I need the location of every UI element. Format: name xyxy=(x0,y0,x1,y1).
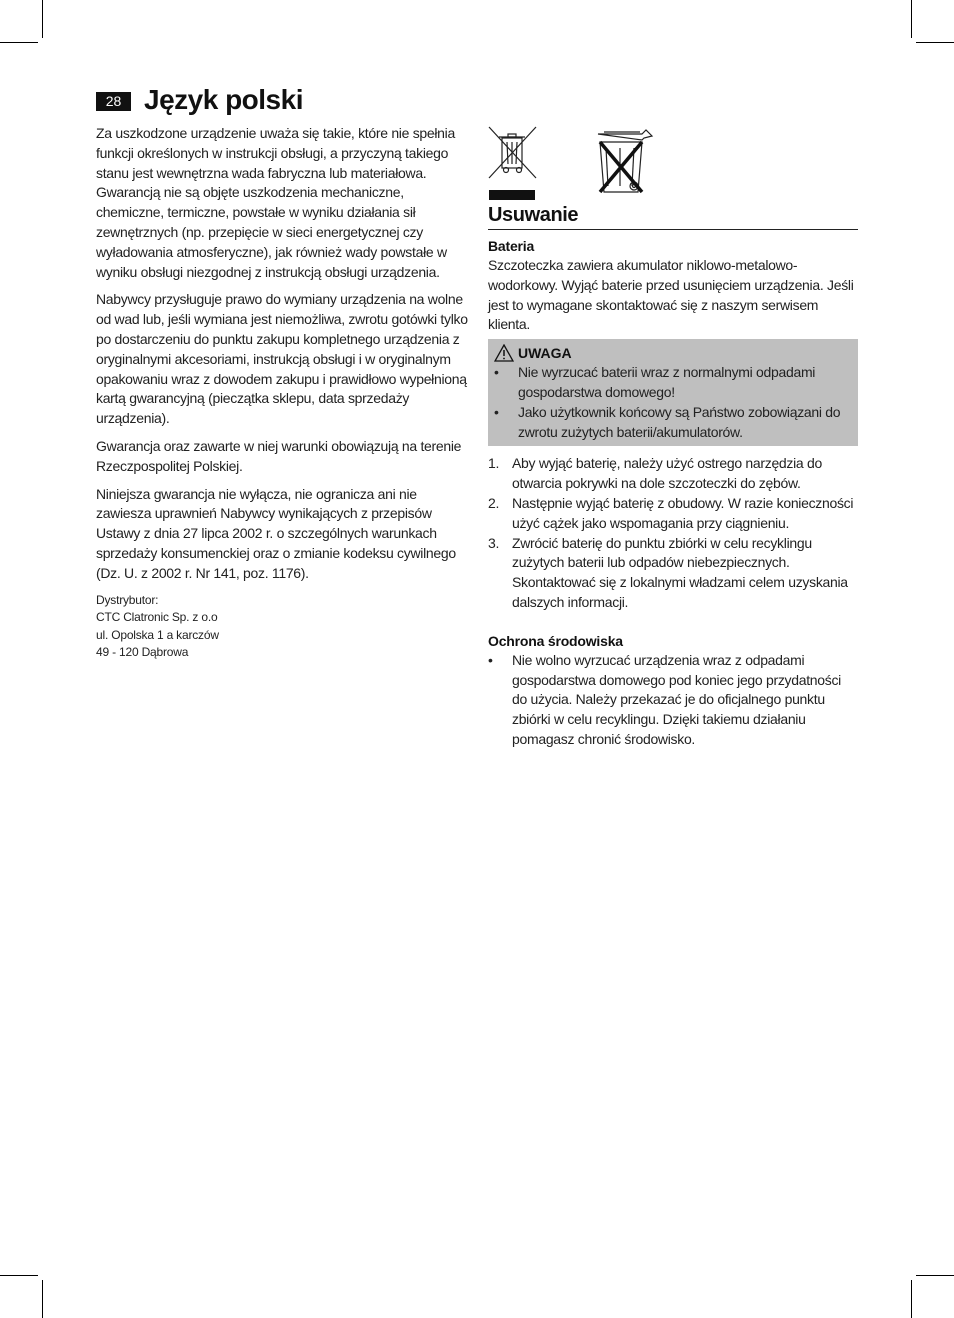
distributor-street: ul. Opolska 1 a karczów xyxy=(96,627,219,642)
crossed-bin-with-bar-icon xyxy=(488,126,538,202)
crop-mark xyxy=(0,1275,38,1276)
crop-mark xyxy=(916,42,954,43)
warning-box xyxy=(488,339,858,446)
crop-mark xyxy=(911,1280,912,1318)
battery-text: Szczoteczka zawiera akumulator niklowo-metalowo-wodorkowy. Wyjąć baterie przed usunięciem urządzenia. Jeśli jest to wymagane skontaktować się z naszym serwisem klienta. xyxy=(488,257,854,333)
crop-mark xyxy=(42,1280,43,1318)
warning-label: UWAGA xyxy=(518,345,572,362)
section-title-disposal: Usuwanie xyxy=(488,204,858,230)
removal-step xyxy=(488,534,858,613)
step-text: Zwrócić baterię do punktu zbiórki w celu recyklingu zużytych baterii lub odpadów niebezpiecznych. Skontaktować się z lokalnymi władzami celem uzyskania dalszych informacji. xyxy=(512,534,848,610)
warranty-paragraph: Za uszkodzone urządzenie uważa się takie, które nie spełnia funkcji określonych w instrukcji obsługi, a przyczyną takiego stanu jest wewnętrzna wada fabryczna lub materiałowa. Gwarancją nie są objęte uszkodzenia mechaniczne, chemiczne, termiczne, powstałe w wyniku działania sił zewnętrznych (np. przepięcie w sieci energetycznej czy wyładowania atmosferyczne), jak również wady powstałe w wyniku obsługi niezgodnej z instrukcją obsługi urządzenia. xyxy=(96,125,455,280)
disposal-column xyxy=(488,124,858,750)
step-number: 1. xyxy=(488,455,500,472)
distributor-city: 49 - 120 Dąbrowa xyxy=(96,645,189,660)
warning-item: • Nie wyrzucać baterii wraz z normalnymi odpadami gospodarstwa domowego! xyxy=(494,363,850,403)
step-number: 3. xyxy=(488,534,500,551)
removal-step xyxy=(488,454,858,494)
page-number: 28 xyxy=(96,92,131,111)
page-title: Język polski xyxy=(144,84,303,115)
crop-mark xyxy=(916,1275,954,1276)
warranty-paragraph: Nabywcy przysługuje prawo do wymiany urządzenia na wolne od wad lub, jeśli wymiana jest niemożliwa, zwrotu gotówki tylko po dostarczeniu do punktu zakupu kompletnego urządzenia z oryginalnymi akcesoriami, instrukcją obsługi i w oryginalnym opakowaniu wraz z dowodem zakupu i prawidłowo wypełnioną kartą gwarancyjną (pieczątka sklepu, data sprzedaży urządzenia). xyxy=(96,291,468,427)
warranty-paragraph: Gwarancja oraz zawarte w niej warunki obowiązują na terenie Rzeczpospolitej Polskiej. xyxy=(96,437,462,474)
warning-list xyxy=(494,363,850,442)
step-text: Aby wyjąć baterię, należy użyć ostrego narzędzia do otwarcia pokrywki na dole szczoteczki do zębów. xyxy=(512,455,822,492)
environment-list xyxy=(488,651,858,750)
crop-mark xyxy=(42,0,43,38)
removal-step xyxy=(488,494,858,534)
environment-heading: Ochrona środowiska xyxy=(488,632,623,649)
crop-mark xyxy=(0,42,38,43)
step-number: 2. xyxy=(488,494,500,511)
warranty-column xyxy=(96,124,468,662)
distributor-label: Dystrybutor: xyxy=(96,592,159,607)
environment-item: • Nie wolno wyrzucać urządzenia wraz z odpadami gospodarstwa domowego pod koniec jego przydatności do użycia. Należy przekazać je do oficjalnego punktu zbiórki w celu recyklingu. Dzięki takiemu działaniu pomagasz chronić środowisko. xyxy=(488,651,858,750)
distributor-block xyxy=(96,592,468,662)
warranty-paragraph: Niniejsza gwarancja nie wyłącza, nie ogranicza ani nie zawiesza uprawnień Nabywcy wynikających z przepisów Ustawy z dnia 27 lipca 2002 r. o szczególnych warunkach sprzedaży konsumenckiej oraz o zmianie kodeksu cywilnego (Dz. U. z 2002 r. Nr 141, poz. 1176). xyxy=(96,485,456,581)
battery-heading: Bateria xyxy=(488,238,535,254)
step-text: Następnie wyjąć baterię z obudowy. W razie konieczności użyć cążek jako wspomagania przy ciągnieniu. xyxy=(512,494,854,531)
crossed-battery-bin-icon xyxy=(594,128,654,198)
warning-header xyxy=(494,343,850,363)
distributor-company: CTC Clatronic Sp. z o.o xyxy=(96,610,218,625)
crop-mark xyxy=(911,0,912,38)
removal-steps xyxy=(488,454,858,612)
disposal-icons xyxy=(488,124,858,204)
warning-item: • Jako użytkownik końcowy są Państwo zobowiązani do zwrotu zużytych baterii/akumulatorów. xyxy=(494,403,850,443)
warning-triangle-icon xyxy=(494,344,514,362)
